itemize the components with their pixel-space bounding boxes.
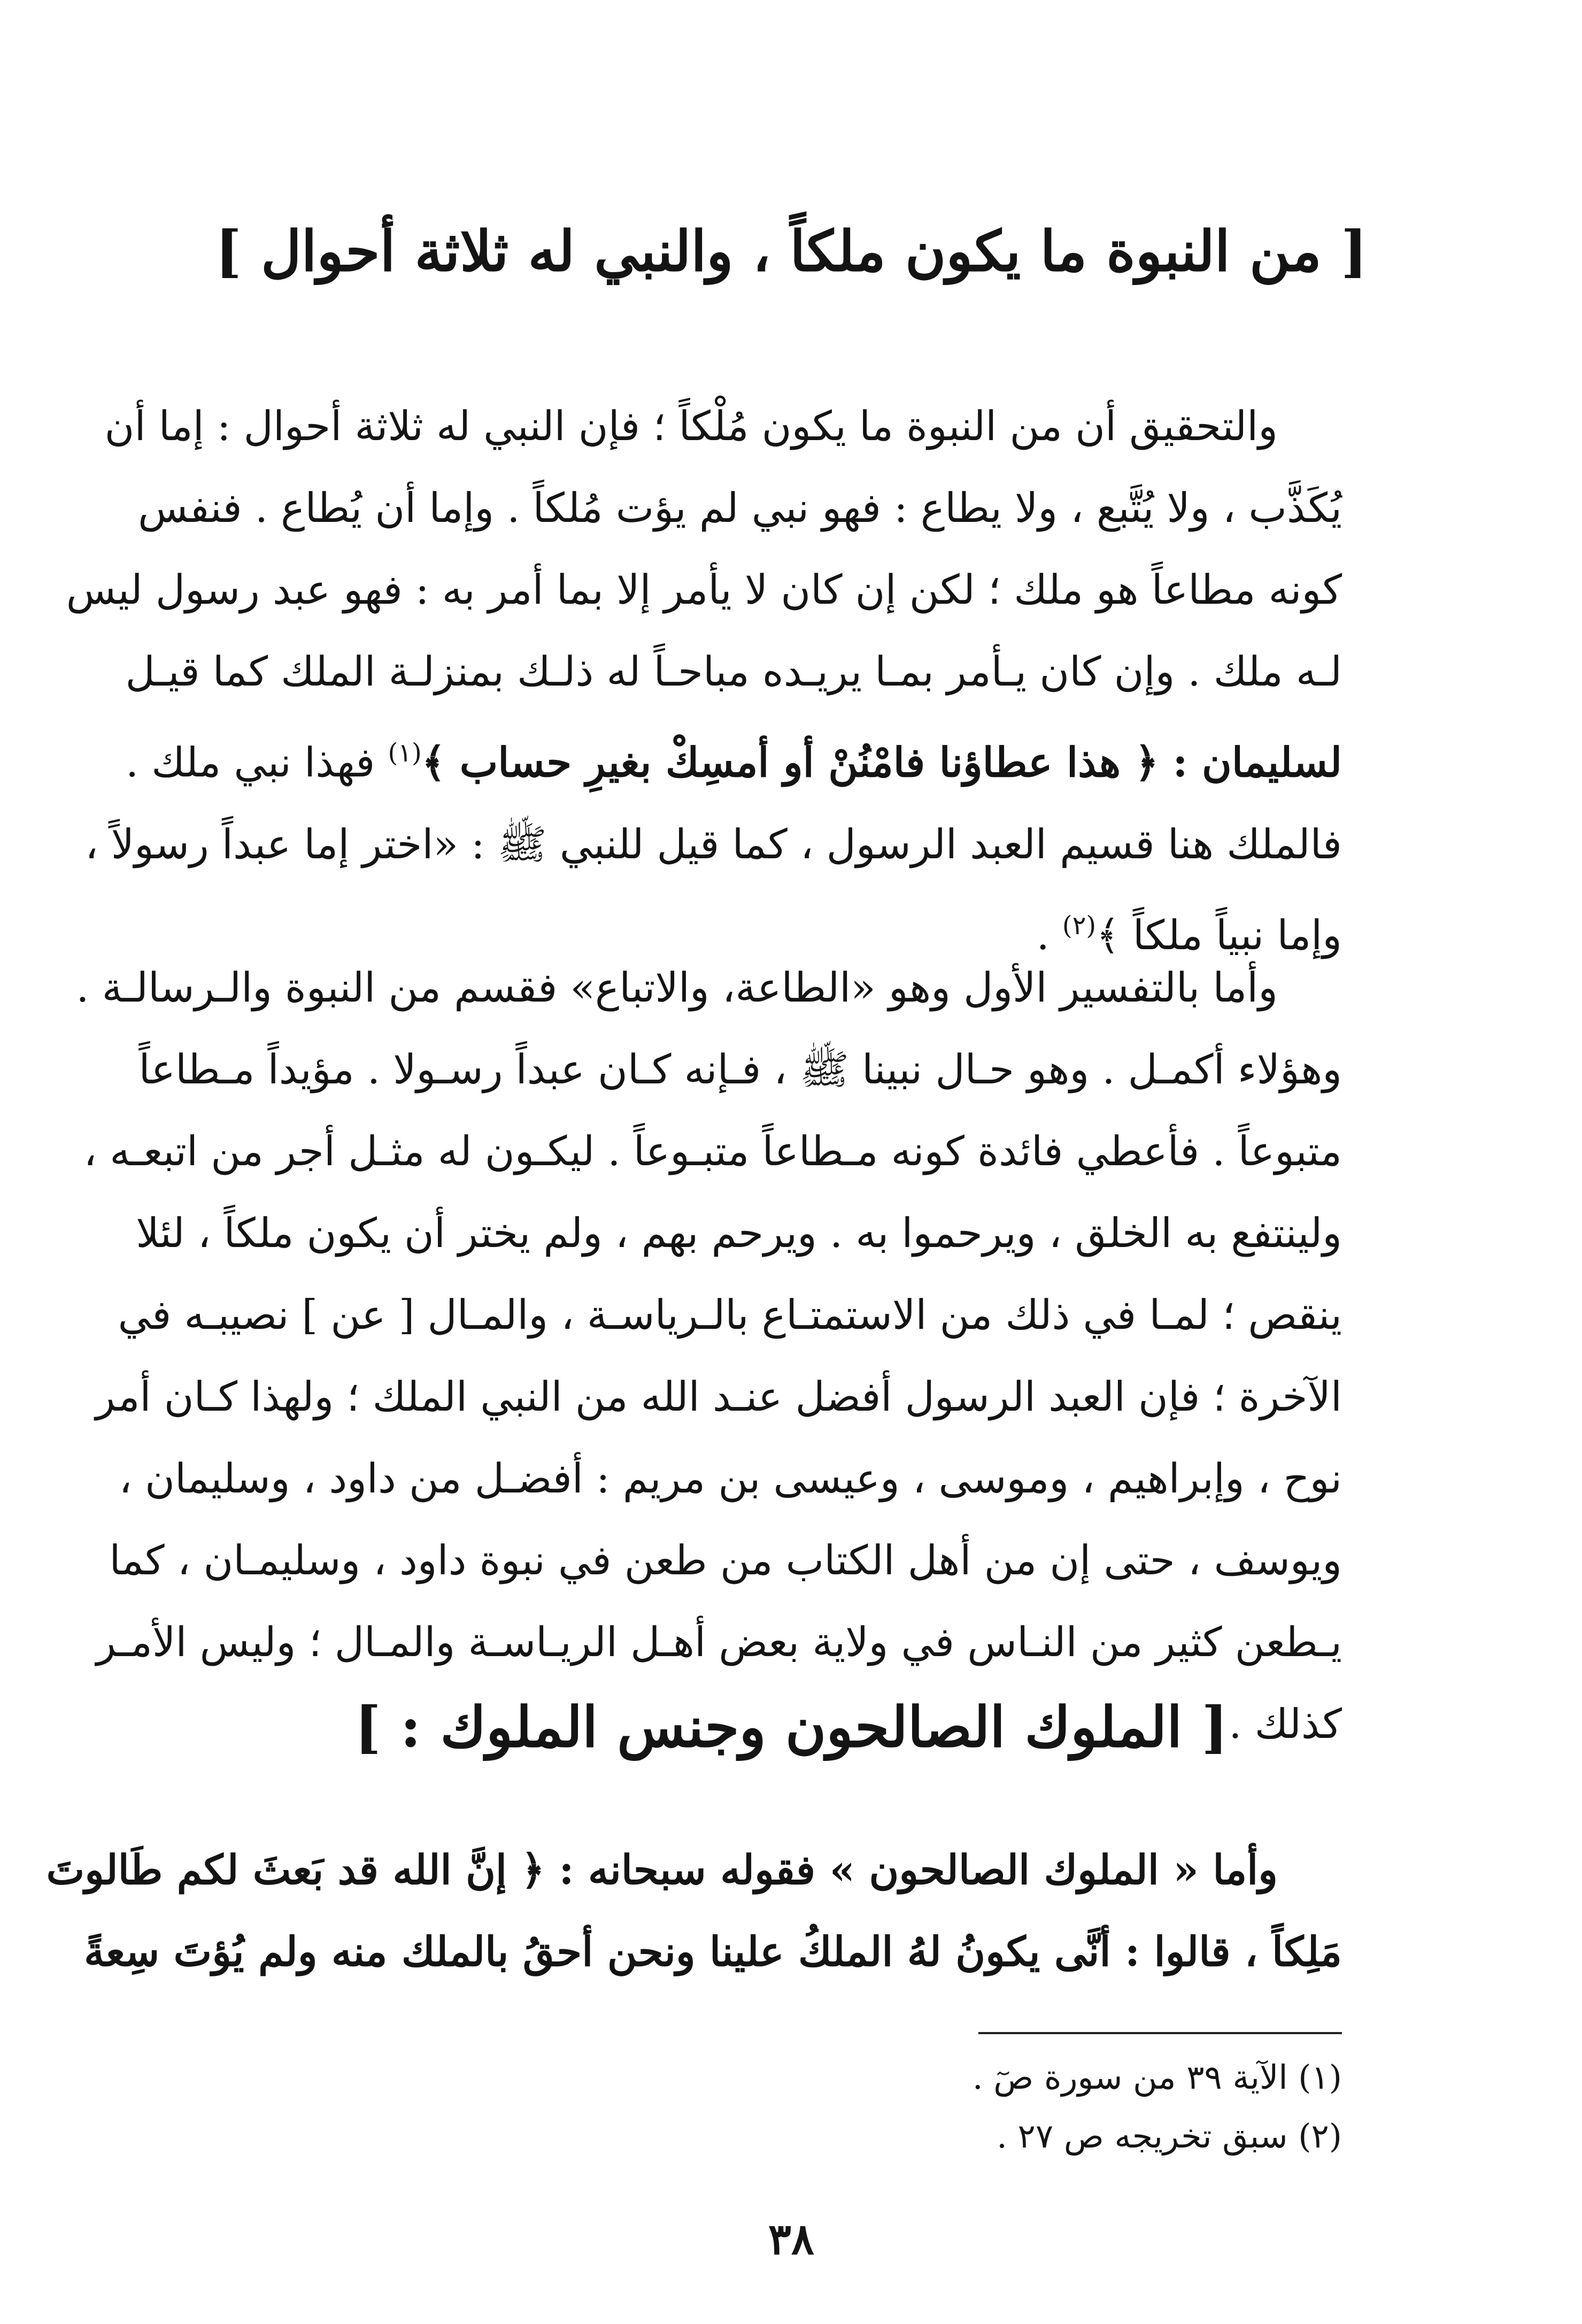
- paragraph-three-states: [66, 385, 1342, 976]
- text-line: ويوسف ، حتى إن من أهل الكتاب من طعن في نبوة داود ، وسليمـان ، كما: [109, 1536, 1342, 1584]
- text-line: كونه مطاعاً هو ملك ؛ لكن إن كان لا يأمر إلا بما أمر به : فهو عبد رسول ليس: [66, 566, 1342, 613]
- text-line: متبوعاً . فأعطي فائدة كونه مـطاعاً متبـوعاً . ليكـون له مثـل أجر من اتبعـه ،: [83, 1127, 1342, 1175]
- text-line: الآخرة ؛ فإن العبد الرسول أفضل عنـد الله من النبي الملك ؛ ولهذا كـان أمر: [95, 1373, 1342, 1420]
- footnote-ref-1[interactable]: (١): [388, 738, 422, 768]
- text-line: فالملك هنا قسيم العبد الرسول ، كما قيل للنبي ﷺ : «اختر إما عبداً رسولاً ،: [85, 820, 1342, 868]
- paragraph-righteous-kings: [46, 1829, 1342, 1992]
- text-line: ولينتفع به الخلق ، ويرحموا به . ويرحم بهم ، ولم يختر أن يكون ملكاً ، لئلا: [136, 1209, 1342, 1257]
- text-line: وهؤلاء أكمـل . وهو حـال نبينا ﷺ ، فـإنه كـان عبداً رسـولا . مؤيداً مـطاعاً: [138, 1045, 1342, 1093]
- quran-quote: لسليمان : ﴿ هذا عطاؤنا فامْنُنْ أو أمسِكْ بغيرِ حساب ﴾: [421, 738, 1342, 786]
- text-line: والتحقيق أن من النبوة ما يكون مُلْكاً ؛ فإن النبي له ثلاثة أحوال : إما أن: [104, 402, 1278, 450]
- text-fragment: وإما نبياً ملكاً ﴾: [1096, 911, 1342, 959]
- text-line: نوح ، وإبراهيم ، وموسى ، وعيسى بن مريم : أفضـل من داود ، وسليمان ،: [119, 1455, 1342, 1502]
- text-line: يـطعن كثير من النـاس في ولاية بعض أهـل الريـاسـة والمـال ؛ وليس الأمـر: [96, 1618, 1342, 1666]
- text-line: وأما بالتفسير الأول وهو «الطاعة، والاتباع» فقسم من النبوة والـرسالـة .: [76, 964, 1278, 1011]
- footnote-2: (٢) سبق تخريجه ص ٢٧ .: [997, 2117, 1342, 2156]
- text-fragment: .: [1036, 911, 1062, 959]
- text-line: [125, 712, 1342, 803]
- text-line: ينقص ؛ لمـا في ذلك من الاستمتـاع بالـرياسـة ، والمـال [ عن ] نصيبـه في: [118, 1291, 1342, 1338]
- section-heading-prophecy-kingship: [ من النبوة ما يكون ملكاً ، والنبي له ثلاثة أحوال ]: [215, 218, 1368, 284]
- page-number: ٣٨: [768, 2214, 814, 2264]
- text-line: يُكَذَّب ، ولا يُتَّبع ، ولا يطاع : فهو نبي لم يؤت مُلكاً . وإما أن يُطاع . فنفس: [138, 484, 1342, 532]
- text-line: لـه ملك . وإن كان يـأمر بمـا يريـده مباحـاً له ذلـك بمنزلـة الملك كما قيـل: [125, 648, 1342, 695]
- footnote-1: (١) الآية ٣٩ من سورة صٓ .: [972, 2058, 1342, 2097]
- footnote-ref-2[interactable]: (٢): [1062, 911, 1097, 941]
- text-line: كذلك .: [1229, 1700, 1342, 1748]
- text-line: وأما « الملوك الصالحون » فقوله سبحانه : ﴿ إنَّ الله قد بَعثَ لكم طَالوتَ: [46, 1846, 1278, 1894]
- footnotes: [155, 2048, 1342, 2166]
- text-line: مَلِكاً ، قالوا : أنَّى يكونُ لهُ الملكُ علينا ونحن أحقُ بالملك منه ولم يُؤتَ سِعةً: [84, 1928, 1342, 1975]
- footnote-divider: [978, 2032, 1342, 2034]
- paragraph-first-interpretation: [76, 946, 1342, 1765]
- text-fragment: فهذا نبي ملك .: [125, 738, 388, 786]
- section-heading-righteous-kings: [ الملوك الصالحون وجنس الملوك : ]: [354, 1694, 1228, 1760]
